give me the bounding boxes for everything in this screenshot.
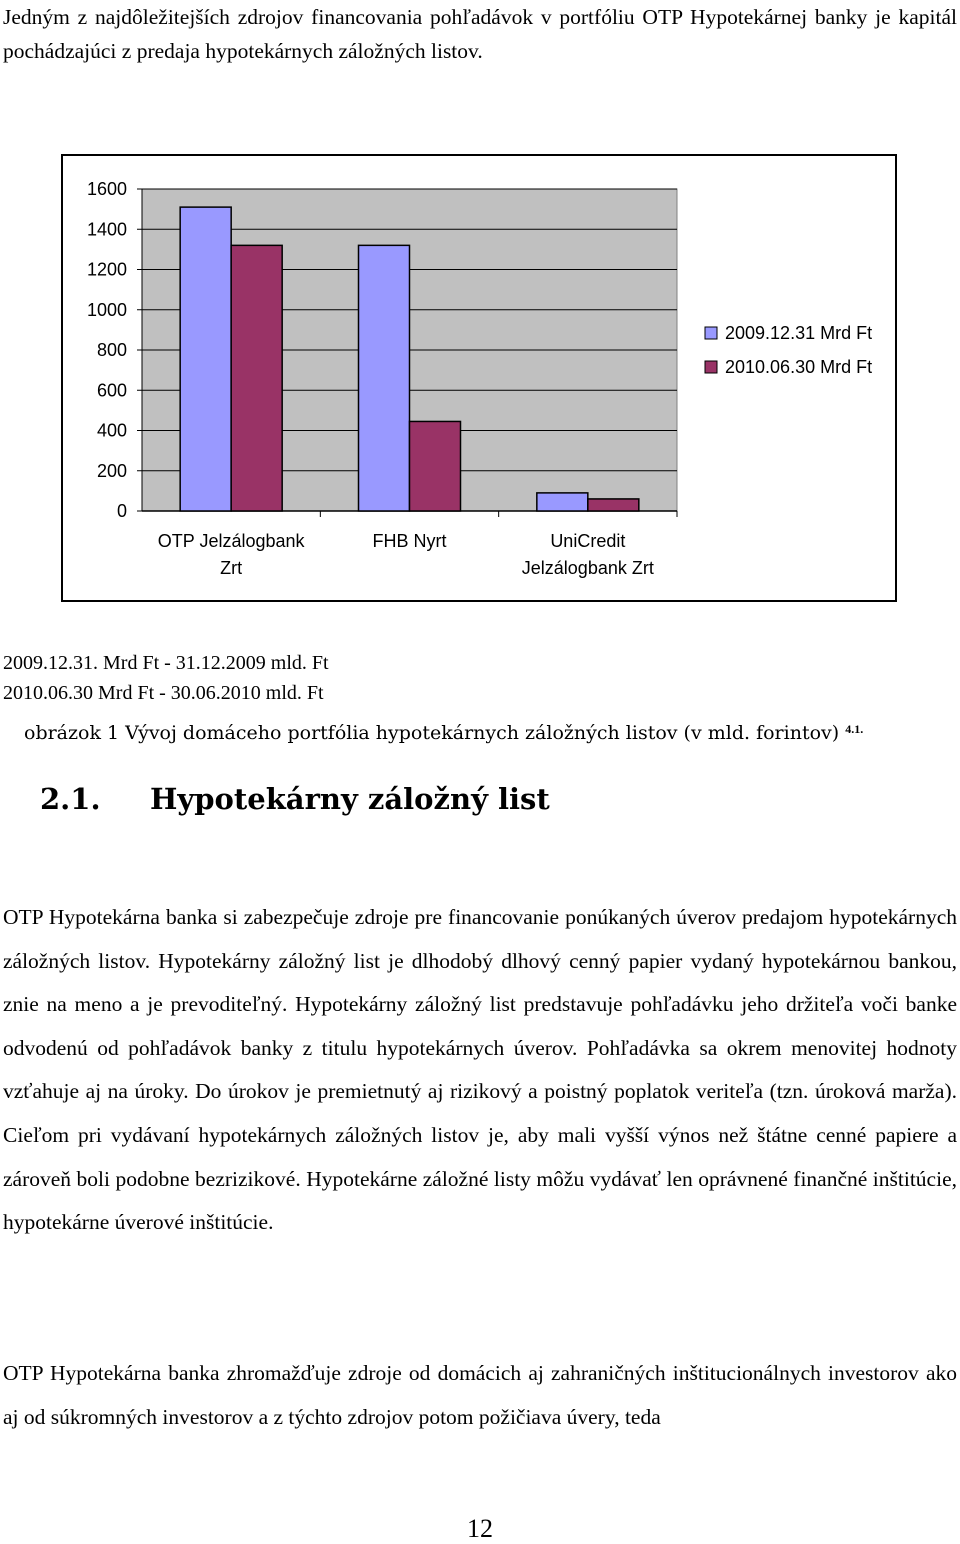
y-tick-label: 0 [116,501,127,521]
caption-text: obrázok 1 Vývoj domáceho portfólia hypotekárnych záložných listov (v mld. forintov) [24,722,840,744]
category-label: UniCredit [550,531,626,551]
category-label: OTP Jelzálogbank [157,531,305,551]
category-label: Jelzálogbank Zrt [521,558,654,578]
y-tick-label: 1600 [86,179,127,199]
body-paragraph-2: OTP Hypotekárna banka zhromažďuje zdroje od domácich aj zahraničných inštitucionálnych investorov ako aj od súkromných investorov a z týchto zdrojov potom požičiava úvery, teda [3,1361,957,1429]
bar-chart [61,154,897,602]
figure-caption [24,722,863,744]
section-number: 2.1. [40,782,101,816]
bar [231,245,282,511]
y-tick-label: 600 [96,380,127,401]
section-heading [40,782,550,816]
legend-swatch [705,327,717,339]
note-line-1: 2009.12.31. Mrd Ft - 31.12.2009 mld. Ft [3,652,329,674]
y-tick-label: 1400 [86,219,127,240]
category-label: FHB Nyrt [372,531,447,551]
section-title: Hypotekárny záložný list [150,782,550,816]
y-tick-label: 400 [96,420,127,441]
y-tick-label: 200 [96,460,127,481]
bar [180,207,231,511]
body-paragraph-1: OTP Hypotekárna banka si zabezpečuje zdroje pre financovanie ponúkaných úverov predajom hypotekárnych záložných listov. Hypotekárny záložný list je dlhodobý dlhový cenný papier vydaný hypotekárnou bankou, znie na meno a je prevoditeľný. Hypotekárny záložný list predstavuje pohľadávku jeho držiteľa voči banke odvodenú od pohľadávok banky z titulu hypotekárnych úverov. Pohľadávka sa okrem menovitej hodnoty vzťahuje aj na úroky. Do úrokov je premietnutý aj rizikový a poistný poplatok veriteľa (tzn. úroková marža). Cieľom pri vydávaní hypotekárnych záložných listov je, aby mali vyšší výnos než štátne cenné papiere a zároveň boli podobne bezrizikové. Hypotekárne záložné listy môžu vydávať len oprávnené finančné inštitúcie, hypotekárne úverové inštitúcie. [3,905,957,1235]
caption-ref: 4.1. [845,722,864,736]
bar [410,421,461,511]
legend-label: 2009.12.31 Mrd Ft [725,323,873,343]
note-line-2: 2010.06.30 Mrd Ft - 30.06.2010 mld. Ft [3,682,324,704]
legend-label: 2010.06.30 Mrd Ft [725,357,873,377]
category-label: Zrt [220,558,243,578]
bar [537,493,588,511]
y-tick-label: 1000 [86,299,127,320]
intro-paragraph: Jedným z najdôležitejších zdrojov financovania pohľadávok v portfóliu OTP Hypotekárnej banky je kapitál pochádzajúci z predaja hypotekárnych záložných listov. [3,5,957,63]
chart-svg [63,156,895,600]
bar [588,499,639,511]
legend-swatch [705,361,717,373]
y-tick-label: 1200 [86,259,127,280]
bar [359,245,410,511]
page-number: 12 [467,1514,493,1543]
y-tick-label: 800 [96,340,127,360]
